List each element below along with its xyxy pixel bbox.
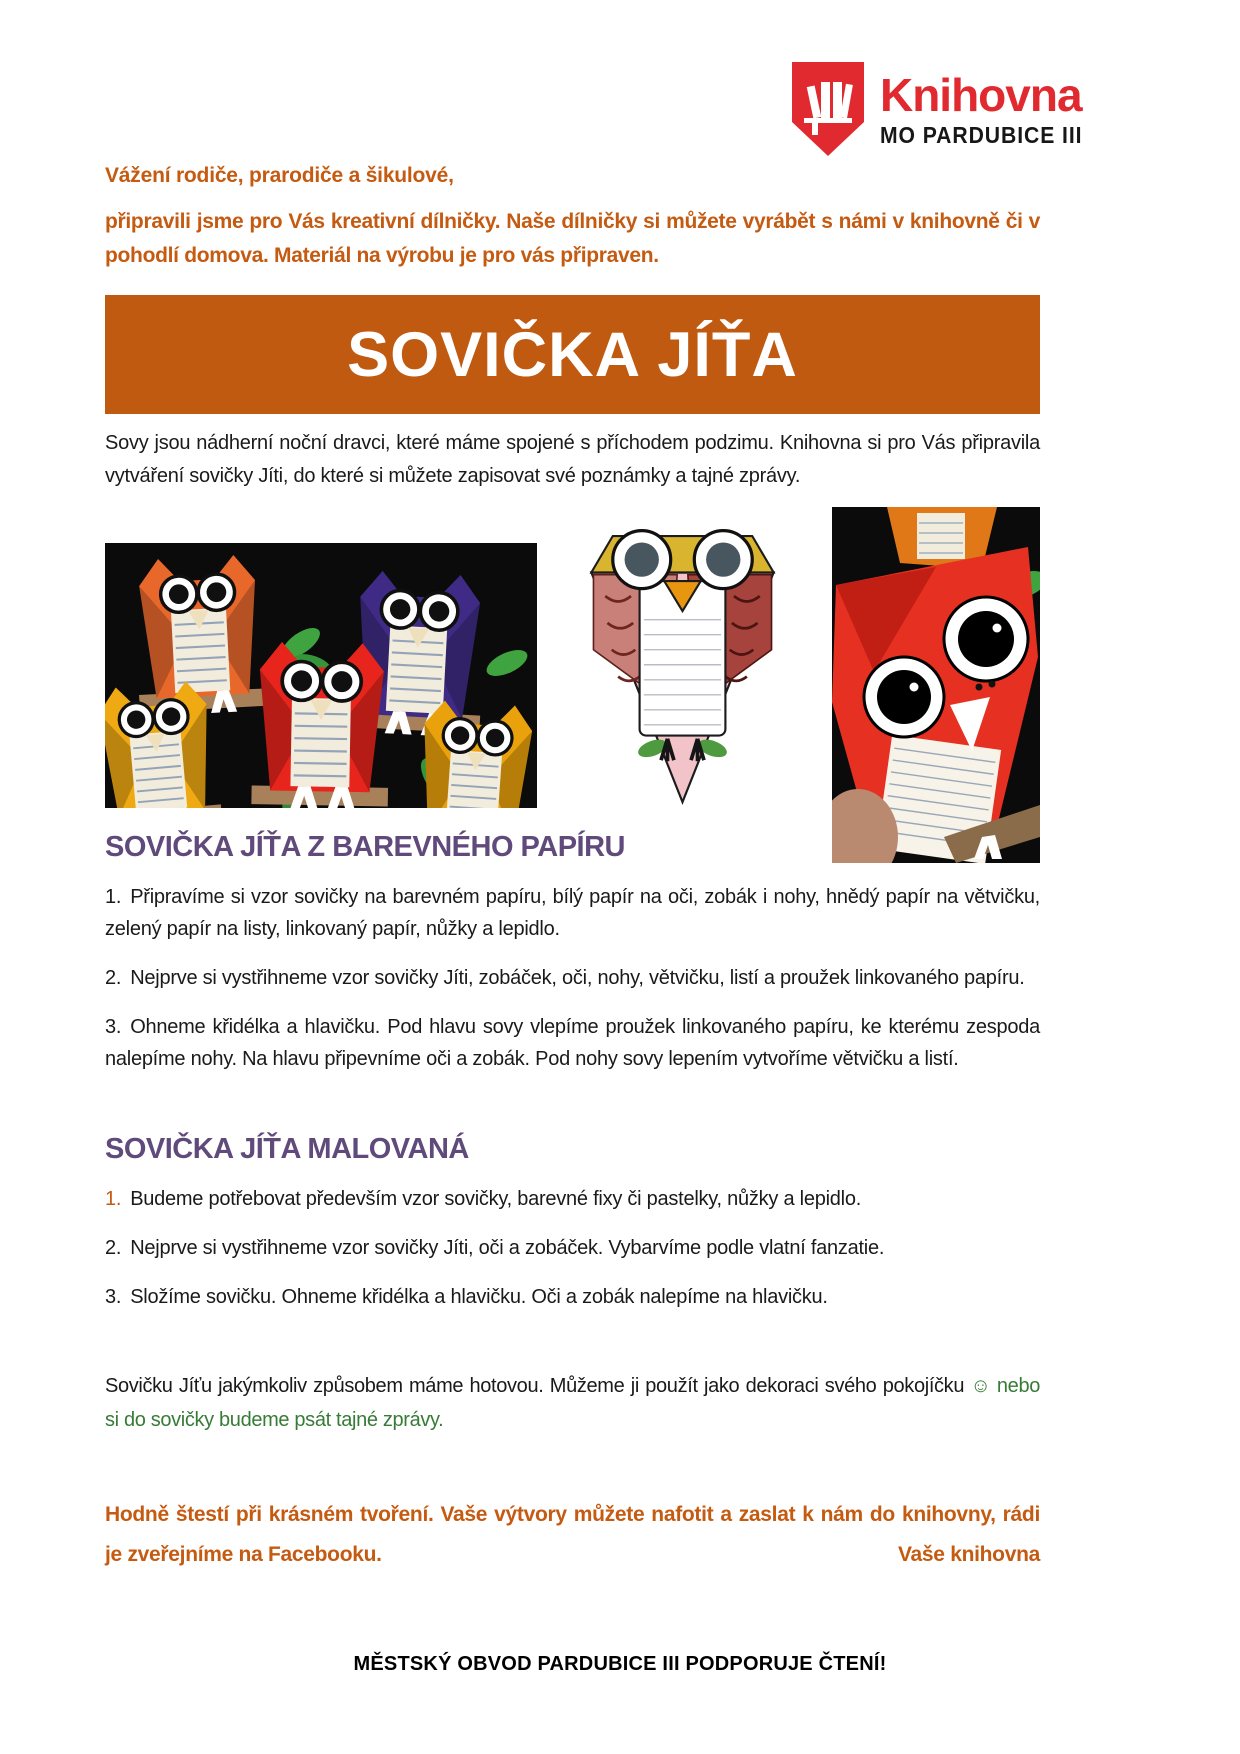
footer-slogan: MĚSTSKÝ OBVOD PARDUBICE III PODPORUJE ČTENÍ! <box>353 1653 887 1675</box>
step-number: 3. <box>105 1016 122 1038</box>
step-text: Nejprve si vystřihneme vzor sovičky Jíti, zobáček, oči, nohy, větvičku, listí a proužek linkovaného papíru. <box>130 967 1025 989</box>
photo-painted-owl <box>575 521 790 816</box>
logo-organization: MO PARDUBICE III <box>879 121 1083 148</box>
page-title: SOVIČKA JÍŤA <box>347 319 798 390</box>
photo-paper-owls-group <box>105 543 537 808</box>
section-heading-painted: SOVIČKA JÍŤA MALOVANÁ <box>105 1133 469 1165</box>
step-number: 1. <box>105 1188 122 1210</box>
step-number: 2. <box>105 967 122 989</box>
step-number: 1. <box>105 886 122 908</box>
step-text: Ohneme křidélka a hlavičku. Pod hlavu sovy vlepíme proužek linkovaného papíru, ke kterému zespoda nalepíme nohy. Na hlavu připevníme oči a zobák. Pod nohy sovy lepením vytvoříme větvičku a listí. <box>105 1016 1040 1070</box>
library-logo <box>790 60 1100 158</box>
step-number: 3. <box>105 1286 122 1308</box>
outro-paragraph <box>105 1369 1040 1437</box>
closing-signature: Vaše knihovna <box>897 1543 1040 1566</box>
photo-red-owl-closeup <box>832 507 1040 863</box>
step-text: Připravíme si vzor sovičky na barevném papíru, bílý papír na oči, zobák i nohy, hnědý papír na větvičku, zelený papír na listy, linkovaný papír, nůžky a lepidlo. <box>105 886 1040 940</box>
step-text: Budeme potřebovat především vzor sovičky, barevné fixy či pastelky, nůžky a lepidlo. <box>130 1188 862 1210</box>
step-text: Složíme sovičku. Ohneme křidélka a hlavičku. Oči a zobák nalepíme na hlavičku. <box>130 1286 828 1308</box>
intro-paragraph: připravili jsme pro Vás kreativní dílničky. Naše dílničky si můžete vyrábět s námi v knihovně či v pohodlí domova. Materiál na výrobu je pro vás připraven. <box>105 210 1040 267</box>
step-item <box>105 1232 1040 1264</box>
library-shield-icon <box>790 60 866 158</box>
step-item <box>105 1281 1040 1313</box>
step-number: 2. <box>105 1237 122 1259</box>
lead-paragraph: Sovy jsou nádherní noční dravci, které máme spojené s příchodem podzimu. Knihovna si pro Vás připravila vytváření sovičky Jíti, do které si můžete zapisovat své poznámky a tajné zprávy. <box>105 432 1040 487</box>
step-item <box>105 1011 1040 1075</box>
closing-line2: je zveřejníme na Facebooku. <box>105 1543 382 1566</box>
salutation-text: Vážení rodiče, prarodiče a šikulové, <box>105 164 454 187</box>
section-heading-paper: SOVIČKA JÍŤA Z BAREVNÉHO PAPÍRU <box>105 831 625 863</box>
title-banner <box>105 295 1040 414</box>
step-text: Nejprve si vystřihneme vzor sovičky Jíti, oči a zobáček. Vybarvíme podle vlatní fanzatie. <box>130 1237 885 1259</box>
outro-black-text: Sovičku Jíťu jakýmkoliv způsobem máme hotovou. Můžeme ji použít jako dekoraci svého pokojíčku <box>105 1375 965 1397</box>
step-item <box>105 962 1040 994</box>
steps-painted <box>105 1183 1040 1313</box>
logo-name: Knihovna <box>879 68 1082 121</box>
steps-paper <box>105 881 1040 1075</box>
outro-green-text: ☺ nebo si do sovičky budeme psát tajné zprávy. <box>105 1375 1040 1431</box>
step-item <box>105 881 1040 945</box>
photo-row <box>105 507 1040 863</box>
closing-paragraph <box>105 1495 1040 1575</box>
closing-line1: Hodně štestí při krásném tvoření. Vaše výtvory můžete nafotit a zaslat k nám do knihovny, rádi <box>105 1503 1040 1526</box>
step-item <box>105 1183 1040 1215</box>
